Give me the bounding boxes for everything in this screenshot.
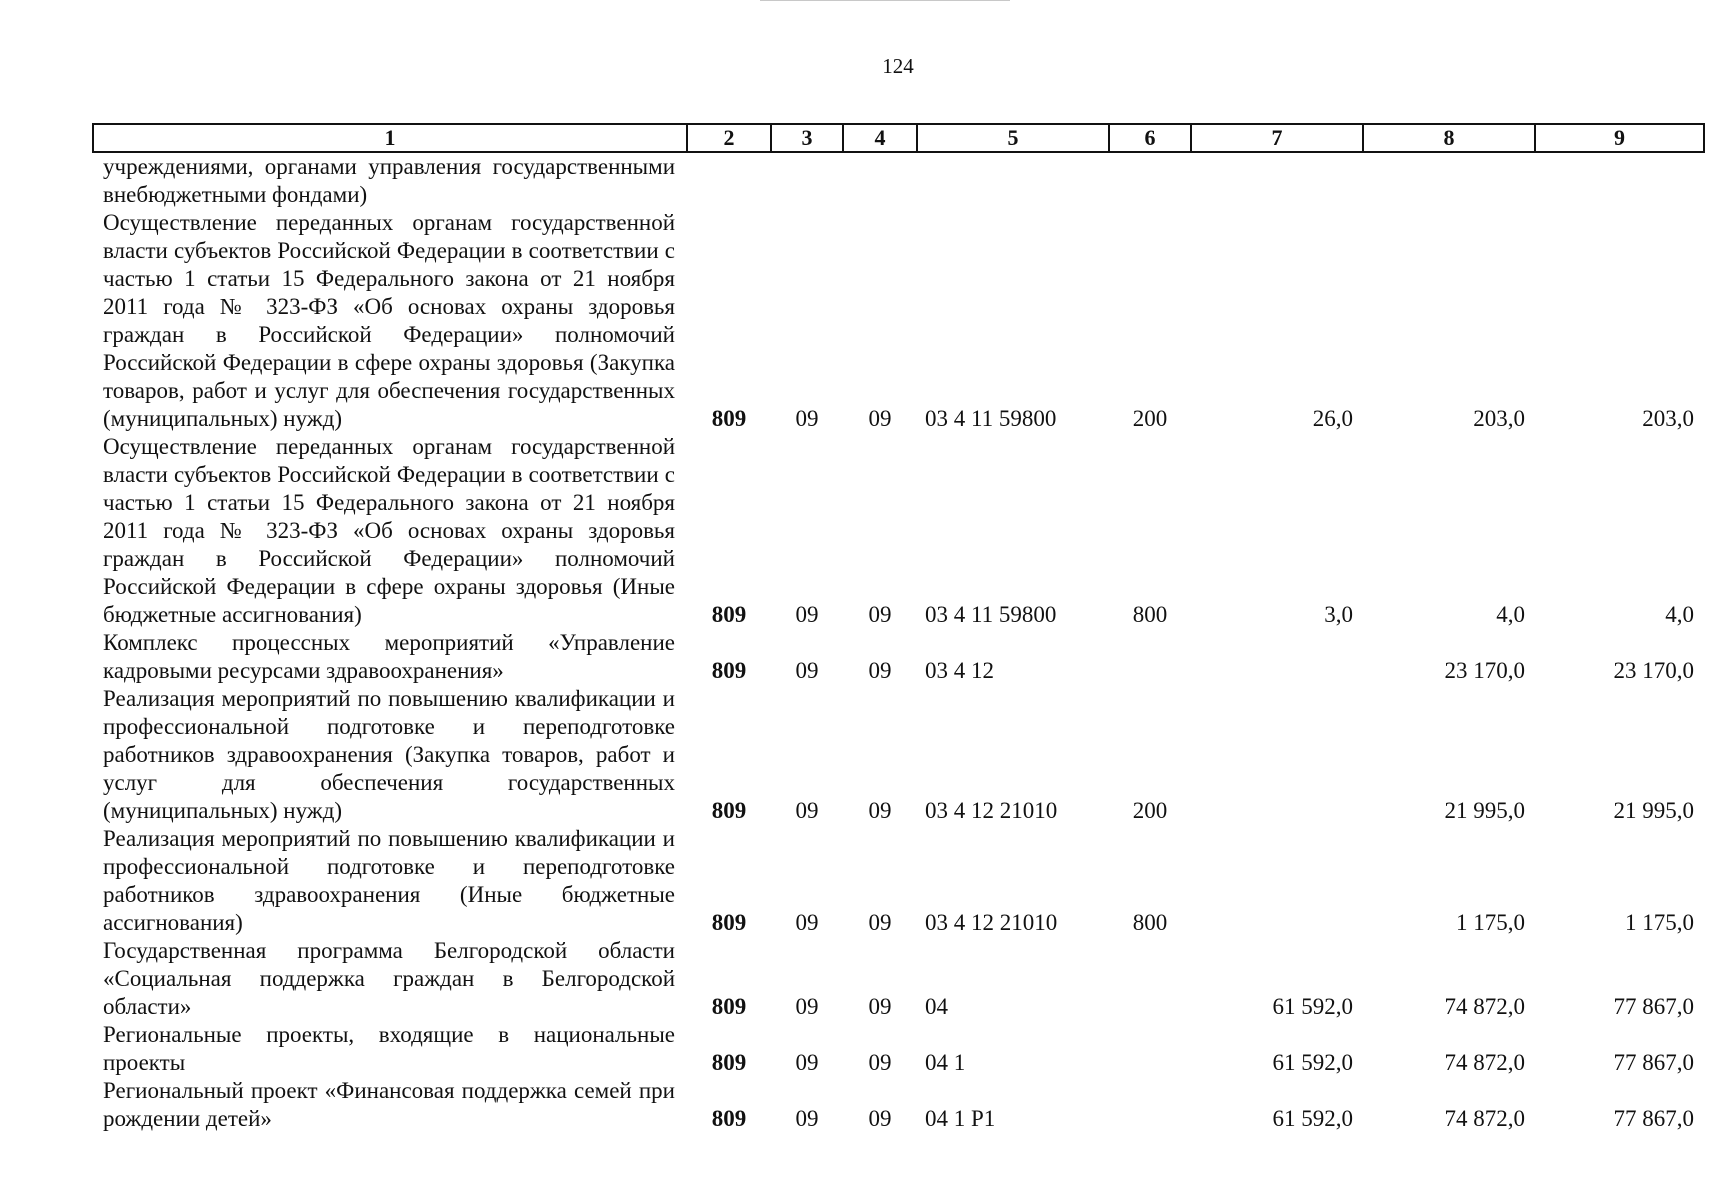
cell-section: 09 [795,658,819,683]
row-description: Комплекс процессных мероприятий «Управление кадровыми ресурсами здравоохранения» [103,630,675,683]
row-description: Осуществление переданных органам государственной власти субъектов Российской Федерации в соответствии с частью 1 статьи 15 Федерального закона от 21 ноября 2011 года № 323-ФЗ «Об основах охраны здоровья граждан в Российской Федерации» полномочий Российской Федерации в сфере охраны здоровья (Закупка товаров, работ и услуг для обеспечения государственных (муниципальных) нужд) [103,210,675,431]
cell-target-article: 03 4 11 59800 [925,602,1057,627]
table-row [93,1021,1704,1077]
cell-ministry-code: 809 [711,406,747,431]
table-row [93,685,1704,825]
cell-target-article: 04 1 Р1 [925,1106,996,1131]
column-header: 6 [1109,124,1191,152]
cell-expense-type [1109,1077,1191,1133]
cell-subsection: 09 [868,1050,892,1075]
cell-ministry-code: 809 [711,1106,747,1131]
row-description: Региональные проекты, входящие в национальные проекты [103,1022,675,1075]
page-number: 124 [882,54,914,78]
cell-amount-col9: 23 170,0 [1613,658,1694,683]
cell-expense-type: 200 [1132,406,1168,431]
cell-amount-col9: 77 867,0 [1613,1050,1694,1075]
cell-amount-col7: 3,0 [1324,602,1353,627]
cell-section: 09 [795,798,819,823]
cell-amount-col7 [1191,685,1363,825]
cell-amount-col9: 203,0 [1642,406,1694,431]
cell-amount-col8 [1363,152,1535,209]
column-header-row [93,124,1704,152]
cell-amount-col8: 1 175,0 [1456,910,1525,935]
row-description: Осуществление переданных органам государственной власти субъектов Российской Федерации в соответствии с частью 1 статьи 15 Федерального закона от 21 ноября 2011 года № 323-ФЗ «Об основах охраны здоровья граждан в Российской Федерации» полномочий Российской Федерации в сфере охраны здоровья (Иные бюджетные ассигнования) [103,434,675,627]
cell-amount-col8: 4,0 [1496,602,1525,627]
cell-subsection: 09 [868,994,892,1019]
table-row [93,825,1704,937]
column-header: 8 [1363,124,1535,152]
cell-amount-col7: 61 592,0 [1272,1050,1353,1075]
column-header: 9 [1535,124,1704,152]
budget-table [92,123,1705,1133]
cell-amount-col9: 77 867,0 [1613,994,1694,1019]
cell-target-article: 04 [925,994,948,1019]
cell-amount-col7 [1191,825,1363,937]
cell-amount-col9: 4,0 [1665,602,1694,627]
cell-expense-type: 800 [1132,910,1168,935]
table-row [93,152,1704,209]
cell-subsection: 09 [868,1106,892,1131]
cell-subsection: 09 [868,798,892,823]
table-row [93,1077,1704,1133]
cell-ministry-code: 809 [711,994,747,1019]
cell-subsection: 09 [868,910,892,935]
cell-amount-col8: 74 872,0 [1444,1050,1525,1075]
cell-subsection: 09 [868,406,892,431]
cell-amount-col8: 203,0 [1473,406,1525,431]
cell-subsection [843,152,917,209]
table-row [93,209,1704,433]
cell-target-article: 03 4 12 21010 [925,798,1058,823]
cell-target-article: 03 4 12 21010 [925,910,1058,935]
scan-artifact-line [760,0,1010,1]
cell-ministry-code [687,152,771,209]
cell-expense-type [1109,1021,1191,1077]
cell-target-article: 03 4 11 59800 [925,406,1057,431]
cell-amount-col7 [1191,629,1363,685]
column-header: 5 [917,124,1109,152]
cell-target-article: 04 1 [925,1050,966,1075]
cell-amount-col9: 21 995,0 [1613,798,1694,823]
row-description: Реализация мероприятий по повышению квалификации и профессиональной подготовке и переподготовке работников здравоохранения (Иные бюджетные ассигнования) [103,826,675,935]
cell-section: 09 [795,1106,819,1131]
cell-ministry-code: 809 [711,910,747,935]
cell-expense-type [1109,152,1191,209]
cell-section: 09 [795,910,819,935]
cell-target-article: 03 4 12 [925,658,994,683]
cell-section: 09 [795,406,819,431]
cell-ministry-code: 809 [711,658,747,683]
cell-expense-type: 800 [1132,602,1168,627]
cell-ministry-code: 809 [711,602,747,627]
cell-subsection: 09 [868,602,892,627]
cell-expense-type [1109,937,1191,1021]
cell-amount-col9: 77 867,0 [1613,1106,1694,1131]
column-header: 4 [843,124,917,152]
cell-ministry-code: 809 [711,1050,747,1075]
cell-section: 09 [795,1050,819,1075]
row-description: Государственная программа Белгородской области «Социальная поддержка граждан в Белгородской области» [103,938,675,1019]
cell-amount-col7: 61 592,0 [1272,994,1353,1019]
cell-section: 09 [795,602,819,627]
cell-expense-type: 200 [1132,798,1168,823]
cell-amount-col7: 61 592,0 [1272,1106,1353,1131]
cell-target-article [917,152,1109,209]
cell-amount-col9: 1 175,0 [1625,910,1694,935]
cell-section: 09 [795,994,819,1019]
table-row [93,433,1704,629]
row-description: Региональный проект «Финансовая поддержка семей при рождении детей» [103,1078,675,1131]
cell-section [771,152,843,209]
column-header: 3 [771,124,843,152]
column-header: 1 [93,124,687,152]
cell-amount-col8: 74 872,0 [1444,994,1525,1019]
cell-amount-col9 [1535,152,1704,209]
table-row [93,629,1704,685]
column-header: 2 [687,124,771,152]
cell-ministry-code: 809 [711,798,747,823]
cell-amount-col8: 74 872,0 [1444,1106,1525,1131]
cell-amount-col8: 23 170,0 [1444,658,1525,683]
cell-subsection: 09 [868,658,892,683]
row-description: Реализация мероприятий по повышению квалификации и профессиональной подготовке и переподготовке работников здравоохранения (Закупка товаров, работ и услуг для обеспечения государственных (муниципальных) нужд) [103,686,675,823]
column-header: 7 [1191,124,1363,152]
cell-amount-col8: 21 995,0 [1444,798,1525,823]
cell-amount-col7 [1191,152,1363,209]
cell-amount-col7: 26,0 [1312,406,1353,431]
row-description: учреждениями, органами управления государственными внебюджетными фондами) [103,154,675,207]
cell-expense-type [1109,629,1191,685]
table-row [93,937,1704,1021]
